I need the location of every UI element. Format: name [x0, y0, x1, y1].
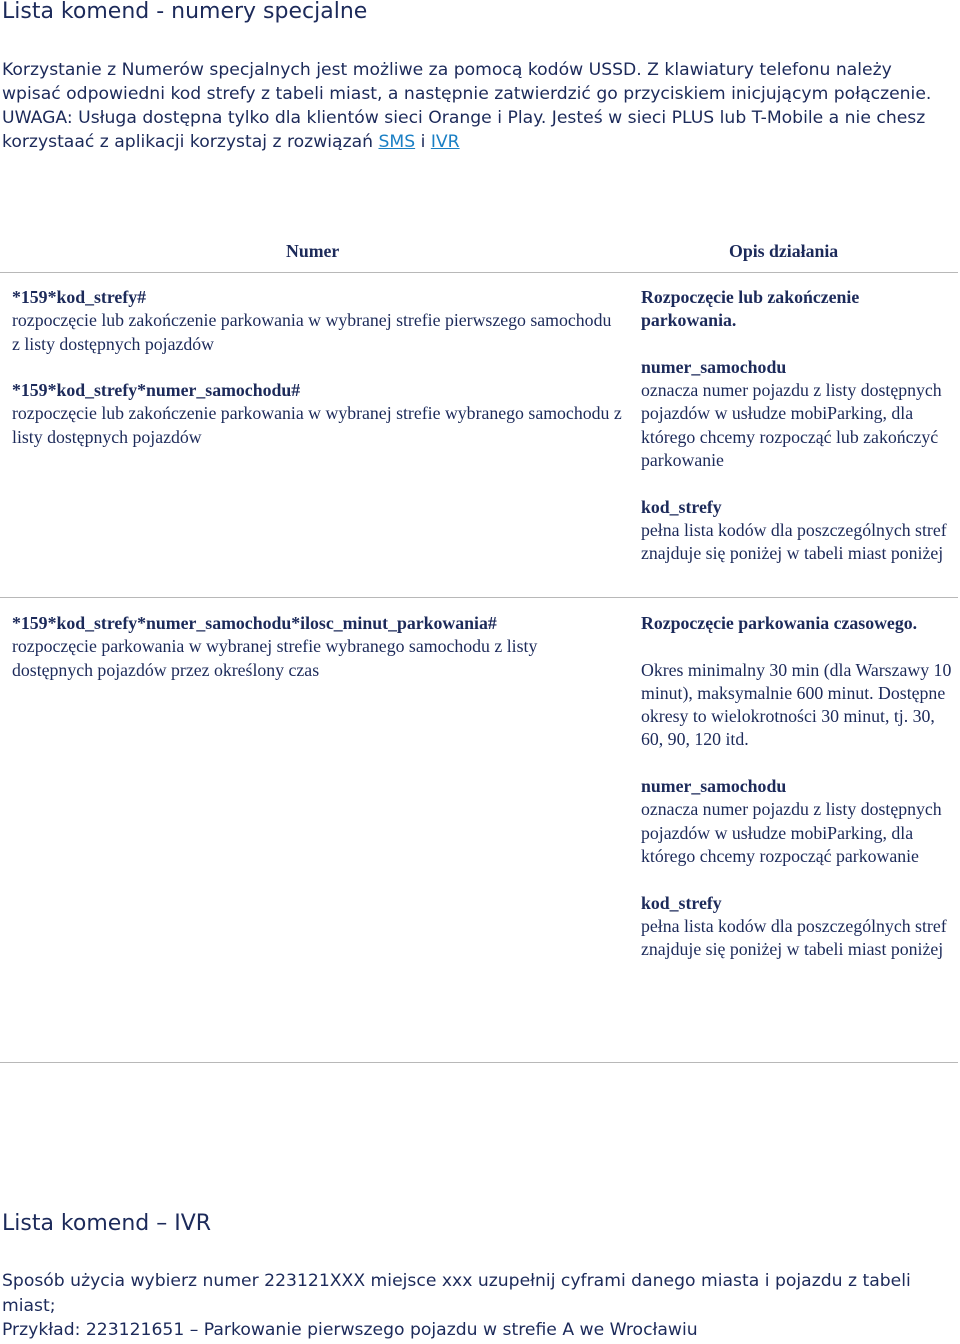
command-entry [12, 612, 622, 682]
page-title: Lista komend - numery specjalne [2, 0, 368, 24]
command-code: *159*kod_strefy# [12, 287, 147, 307]
command-description: rozpoczęcie lub zakończenie parkowania w wybranej strefie pierwszego samochodu z listy dostępnych pojazdów [12, 310, 612, 354]
param-text: oznacza numer pojazdu z listy dostępnych pojazdów w usłudze mobiParking, dla którego chcemy rozpocząć lub zakończyć parkowanie [641, 380, 942, 471]
intro-text [2, 58, 952, 154]
param-name: numer_samochodu [641, 776, 787, 797]
opis-cell [641, 286, 953, 589]
opis-title: Rozpoczęcie parkowania czasowego. [641, 613, 918, 633]
opis-cell [641, 612, 953, 985]
opis-title: Rozpoczęcie lub zakończenie parkowania. [641, 287, 860, 331]
column-header-numer: Numer [286, 241, 340, 261]
param-name: numer_samochodu [641, 356, 787, 377]
command-entry [12, 379, 622, 449]
param-entry [641, 892, 953, 962]
numer-cell [12, 612, 622, 705]
ivr-section-title: Lista komend – IVR [2, 1211, 212, 1236]
param-entry [641, 775, 953, 868]
ivr-usage: Sposób użycia wybierz numer 223121XXX miejsce xxx uzupełnij cyframi danego miasta i pojazdu z tabeli miast; [2, 1271, 911, 1316]
param-entry [641, 496, 953, 566]
numer-cell [12, 286, 622, 472]
opis-text: Okres minimalny 30 min (dla Warszawy 10 minut), maksymalnie 600 minut. Dostępne okresy to wielokrotności 30 minut, tj. 30, 60, 90, 120 itd. [641, 659, 952, 750]
command-description: rozpoczęcie lub zakończenie parkowania w wybranej strefie wybranego samochodu z listy dostępnych pojazdów [12, 403, 622, 447]
column-header-opis: Opis działania [729, 241, 839, 261]
command-entry [12, 286, 622, 356]
param-entry [641, 356, 953, 472]
intro-paragraph-2 [2, 106, 952, 154]
intro-conjunction: i [415, 132, 431, 152]
table-header [0, 232, 958, 273]
param-name: kod_strefy [641, 496, 722, 517]
ivr-link[interactable]: IVR [430, 132, 460, 152]
sms-link[interactable]: SMS [378, 132, 416, 152]
commands-table [0, 232, 958, 1063]
command-code: *159*kod_strefy*numer_samochodu*ilosc_minut_parkowania# [12, 613, 497, 633]
ivr-text [2, 1269, 952, 1343]
command-description: rozpoczęcie parkowania w wybranej strefie wybranego samochodu z listy dostępnych pojazdów przez określony czas [12, 636, 538, 680]
intro-paragraph-1: Korzystanie z Numerów specjalnych jest możliwe za pomocą kodów USSD. Z klawiatury telefonu należy wpisać odpowiedni kod strefy z tabeli miast, a następnie zatwierdzić go przyciskiem inicjującym połączenie. [2, 60, 932, 104]
param-name: kod_strefy [641, 892, 722, 913]
param-text: pełna lista kodów dla poszczególnych stref znajduje się poniżej w tabeli miast poniżej [641, 519, 947, 564]
command-code: *159*kod_strefy*numer_samochodu# [12, 380, 301, 401]
param-text: pełna lista kodów dla poszczególnych stref znajduje się poniżej w tabeli miast poniżej [641, 915, 947, 960]
ivr-example: Przykład: 223121651 – Parkowanie pierwszego pojazdu w strefie A we Wrocławiu [2, 1320, 698, 1340]
param-text: oznacza numer pojazdu z listy dostępnych pojazdów w usłudze mobiParking, dla którego chcemy rozpocząć parkowanie [641, 799, 942, 866]
table-row [0, 273, 958, 598]
table-row [0, 598, 958, 1063]
intro-notice: UWAGA: Usługa dostępna tylko dla klientów sieci Orange i Play. Jesteś w sieci PLUS lub T-Mobile a nie chesz korzystaać z aplikacji korzystaj z rozwiązań [2, 108, 926, 152]
